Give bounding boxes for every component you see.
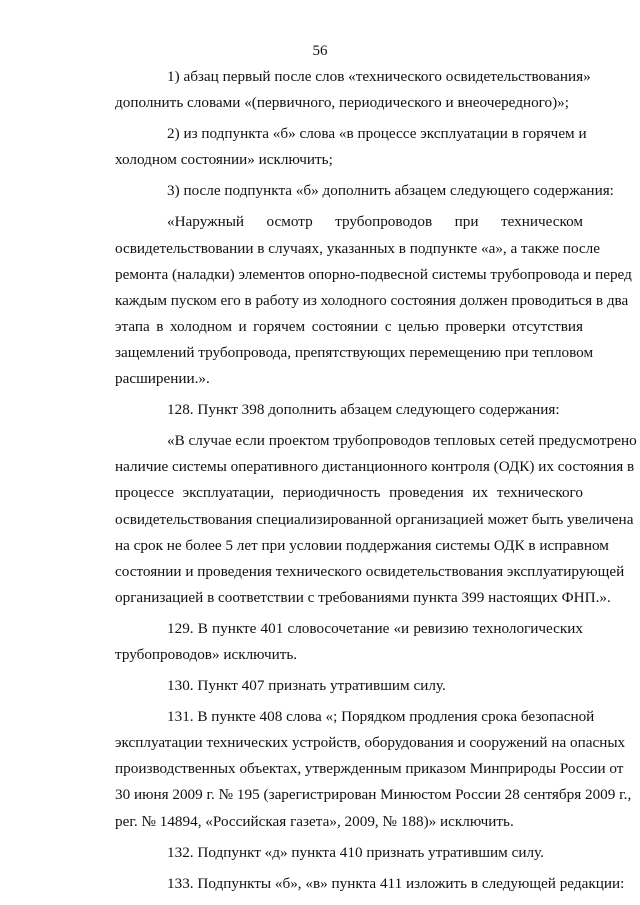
text-line: 133. Подпункты «б», «в» пункта 411 изложить в следующей редакции: [167, 874, 625, 892]
paragraph-item-130 [63, 673, 583, 699]
text-line: каждым пуском его в работу из холодного состояния должен проводиться в два [115, 291, 629, 309]
text-line: «В случае если проектом трубопроводов тепловых сетей предусмотрено [167, 432, 637, 450]
text-line: состоянии и проведения технического освидетельствования эксплуатирующей [115, 562, 625, 580]
paragraph-item-128 [63, 397, 583, 423]
text-line: освидетельствовании в случаях, указанных в подпункте «а», а также после [115, 239, 600, 257]
paragraph-item-132 [63, 840, 583, 866]
paragraph-item-131 [63, 704, 632, 834]
text-line: холодном состоянии» исключить; [115, 151, 333, 169]
document-body [63, 64, 637, 897]
paragraph-quote-odk [63, 428, 637, 611]
text-line: 2) из подпункта «б» слова «в процессе эксплуатации в горячем и [167, 125, 587, 143]
paragraph-quote-external-inspection [63, 209, 632, 392]
text-line: организацией в соответствии с требованиями пункта 399 настоящих ФНП.». [115, 588, 611, 606]
paragraph-item-3 [63, 178, 614, 204]
text-line: на срок не более 5 лет при условии поддержания системы ОДК в исправном [115, 536, 609, 554]
text-line: защемлений трубопровода, препятствующих перемещению при тепловом [115, 343, 594, 361]
text-line: 130. Пункт 407 признать утратившим силу. [167, 677, 446, 695]
text-line: 1) абзац первый после слов «технического освидетельствования» [167, 68, 591, 85]
text-line: 129. В пункте 401 словосочетание «и ревизию технологических [167, 619, 583, 637]
text-line: трубопроводов» исключить. [115, 645, 298, 663]
text-line: 30 июня 2009 г. № 195 (зарегистрирован Минюстом России 28 сентября 2009 г., [115, 786, 632, 804]
text-line: производственных объектах, утвержденным приказом Минприроды России от [115, 760, 624, 778]
text-line: процессе эксплуатации, периодичность проведения их технического [115, 484, 583, 502]
paragraph-item-129 [63, 616, 583, 668]
text-line: наличие системы оперативного дистанционного контроля (ОДК) их состояния в [115, 458, 635, 476]
text-line: расширении.». [115, 370, 210, 388]
paragraph-item-2 [63, 121, 587, 173]
text-line: эксплуатации технических устройств, оборудования и сооружений на опасных [115, 734, 626, 752]
text-line: дополнить словами «(первичного, периодического и внеочередного)»; [115, 94, 569, 112]
text-line: 3) после подпункта «б» дополнить абзацем следующего содержания: [167, 182, 614, 200]
page-number: 56 [312, 43, 328, 59]
text-line: 128. Пункт 398 дополнить абзацем следующего содержания: [167, 401, 560, 419]
text-line: 132. Подпункт «д» пункта 410 признать утратившим силу. [167, 843, 544, 861]
paragraph-item-1 [63, 64, 591, 116]
text-line: рег. № 14894, «Российская газета», 2009, № 188)» исключить. [115, 812, 514, 830]
text-line: освидетельствования специализированной организацией может быть увеличена [115, 510, 634, 528]
text-line: 131. В пункте 408 слова «; Порядком продления срока безопасной [167, 708, 595, 726]
text-line: ремонта (наладки) элементов опорно-подвесной системы трубопровода и перед [115, 265, 632, 283]
text-line: этапа в холодном и горячем состоянии с целью проверки отсутствия [115, 317, 583, 335]
text-line: «Наружный осмотр трубопроводов при техническом [167, 213, 583, 231]
paragraph-item-133 [63, 871, 625, 897]
